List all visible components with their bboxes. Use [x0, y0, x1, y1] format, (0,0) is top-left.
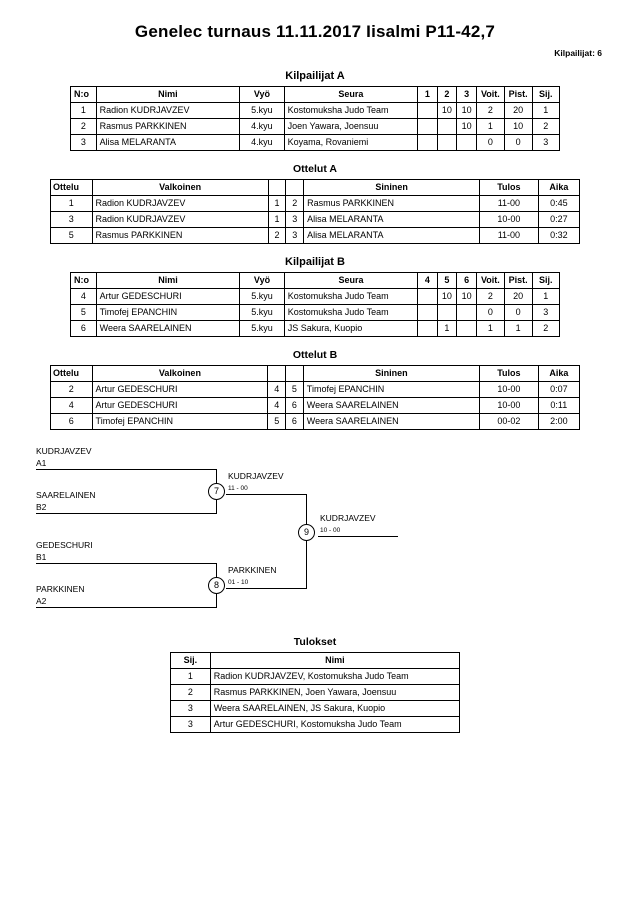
cell-match-no: 4: [51, 398, 93, 414]
cell-name: Alisa MELARANTA: [96, 135, 240, 151]
col-vs-3: 3: [457, 87, 477, 103]
cell-wins: 0: [476, 305, 504, 321]
col-blue: Sininen: [303, 366, 479, 382]
table-header-row: [171, 653, 460, 669]
cell-no: 2: [71, 119, 97, 135]
cell-belt: 5.kyu: [240, 321, 284, 337]
cell-blue-no: 3: [286, 228, 304, 244]
table-row: [171, 717, 460, 733]
table-header-row: [71, 273, 560, 289]
cell-wins: 1: [476, 321, 504, 337]
cell-club: Joen Yawara, Joensuu: [284, 119, 418, 135]
col-blue-no: [286, 180, 304, 196]
table-header-row: [51, 366, 580, 382]
col-blue: Sininen: [304, 180, 480, 196]
cell-white: Timofej EPANCHIN: [92, 414, 268, 430]
col-time: Aika: [538, 366, 579, 382]
cell-points: 20: [504, 289, 532, 305]
col-name: Nimi: [96, 87, 240, 103]
cell-rank: 3: [532, 305, 559, 321]
cell-match-no: 2: [51, 382, 93, 398]
cell-match-no: 1: [51, 196, 93, 212]
cell-club: Kostomuksha Judo Team: [284, 305, 418, 321]
cell-rank: 1: [532, 103, 559, 119]
cell-vs-2: [437, 135, 457, 151]
bracket-node-9: 9: [298, 524, 315, 541]
bracket-line: [306, 494, 307, 589]
bracket-winner-final: KUDRJAVZEV: [320, 513, 376, 523]
col-points: Pist.: [504, 273, 532, 289]
col-belt: Vyö: [240, 273, 284, 289]
bracket-line: [36, 513, 216, 514]
col-result: Tulos: [480, 180, 539, 196]
cell-points: 20: [504, 103, 532, 119]
cell-vs-5: 10: [437, 289, 457, 305]
cell-name: Timofej EPANCHIN: [96, 305, 240, 321]
table-row: [51, 382, 580, 398]
cell-wins: 1: [476, 119, 504, 135]
cell-no: 6: [71, 321, 97, 337]
table-row: [171, 701, 460, 717]
cell-club: JS Sakura, Kuopio: [284, 321, 418, 337]
cell-white: Radion KUDRJAVZEV: [92, 212, 268, 228]
cell-white: Rasmus PARKKINEN: [92, 228, 268, 244]
bracket-entry-seed: B1: [36, 552, 47, 562]
col-no: N:o: [71, 87, 97, 103]
bracket-score-semi2: 01 - 10: [228, 579, 249, 586]
competitor-count: Kilpailijat: 6: [554, 48, 602, 58]
col-club: Seura: [284, 87, 418, 103]
bracket-score-semi1: 11 - 00: [228, 485, 248, 492]
col-points: Pist.: [504, 87, 532, 103]
cell-wins: 0: [476, 135, 504, 151]
cell-time: 0:32: [538, 228, 579, 244]
table-row: [71, 289, 560, 305]
cell-club: Kostomuksha Judo Team: [284, 289, 418, 305]
col-white: Valkoinen: [92, 180, 268, 196]
cell-vs-6: [457, 321, 477, 337]
cell-result: 11-00: [480, 228, 539, 244]
cell-white-no: 5: [268, 414, 286, 430]
cell-result: 10-00: [480, 212, 539, 228]
bracket-entry-seed: A1: [36, 458, 47, 468]
cell-vs-2: 10: [437, 103, 457, 119]
cell-vs-1: [418, 135, 437, 151]
col-white: Valkoinen: [92, 366, 268, 382]
cell-vs-4: [418, 289, 437, 305]
bracket-line: [318, 536, 398, 537]
matches-b-table: [50, 365, 580, 430]
cell-blue: Timofej EPANCHIN: [303, 382, 479, 398]
col-result: Tulos: [480, 366, 539, 382]
col-white-no: [268, 180, 286, 196]
cell-blue-no: 2: [286, 196, 304, 212]
table-header-row: [71, 87, 560, 103]
cell-vs-2: [437, 119, 457, 135]
table-row: [171, 685, 460, 701]
cell-club: Koyama, Rovaniemi: [284, 135, 418, 151]
pool-b-table: [70, 272, 560, 337]
cell-blue-no: 3: [286, 212, 304, 228]
cell-blue: Alisa MELARANTA: [304, 228, 480, 244]
cell-blue: Alisa MELARANTA: [304, 212, 480, 228]
bracket-line: [226, 494, 306, 495]
cell-belt: 5.kyu: [240, 103, 284, 119]
bracket-entry-name: GEDESCHURI: [36, 540, 93, 550]
col-vs-2: 2: [437, 87, 457, 103]
col-belt: Vyö: [240, 87, 284, 103]
table-row: [51, 228, 580, 244]
cell-rank: 3: [171, 701, 211, 717]
cell-rank: 2: [171, 685, 211, 701]
elimination-bracket: [0, 444, 630, 624]
cell-white-no: 4: [268, 398, 286, 414]
cell-belt: 5.kyu: [240, 305, 284, 321]
col-time: Aika: [538, 180, 579, 196]
cell-no: 5: [71, 305, 97, 321]
cell-belt: 4.kyu: [240, 119, 284, 135]
cell-time: 0:11: [538, 398, 579, 414]
section-heading-pool-a: Kilpailijat A: [285, 70, 345, 82]
bracket-node-8: 8: [208, 577, 225, 594]
cell-match-no: 6: [51, 414, 93, 430]
cell-points: 0: [504, 305, 532, 321]
cell-white: Radion KUDRJAVZEV: [92, 196, 268, 212]
col-blue-no: [286, 366, 304, 382]
section-heading-matches-a: Ottelut A: [293, 163, 337, 175]
cell-points: 1: [504, 321, 532, 337]
cell-vs-4: [418, 321, 437, 337]
cell-points: 0: [504, 135, 532, 151]
col-name: Nimi: [96, 273, 240, 289]
results-table: [170, 652, 460, 733]
col-vs-4: 4: [418, 273, 437, 289]
section-heading-matches-b: Ottelut B: [292, 349, 338, 361]
table-row: [51, 398, 580, 414]
table-row: [71, 321, 560, 337]
col-white-no: [268, 366, 286, 382]
table-row: [51, 196, 580, 212]
bracket-entry-seed: B2: [36, 502, 47, 512]
cell-vs-1: [418, 119, 437, 135]
bracket-entry-name: KUDRJAVZEV: [36, 446, 92, 456]
cell-time: 0:45: [538, 196, 579, 212]
bracket-entry-seed: A2: [36, 596, 47, 606]
col-rank: Sij.: [532, 87, 559, 103]
bracket-line: [226, 588, 306, 589]
col-wins: Voit.: [476, 273, 504, 289]
cell-match-no: 5: [51, 228, 93, 244]
cell-vs-3: 10: [457, 119, 477, 135]
cell-white-no: 1: [268, 196, 286, 212]
col-vs-1: 1: [418, 87, 437, 103]
bracket-entry-name: PARKKINEN: [36, 584, 85, 594]
cell-name: Rasmus PARKKINEN: [96, 119, 240, 135]
cell-name: Artur GEDESCHURI: [96, 289, 240, 305]
table-row: [71, 135, 560, 151]
cell-belt: 5.kyu: [240, 289, 284, 305]
cell-rank: 1: [171, 669, 211, 685]
bracket-line: [36, 563, 216, 564]
col-name: Nimi: [210, 653, 459, 669]
cell-rank: 2: [532, 119, 559, 135]
col-vs-5: 5: [437, 273, 457, 289]
cell-white-no: 4: [268, 382, 286, 398]
col-club: Seura: [284, 273, 418, 289]
cell-vs-3: [457, 135, 477, 151]
cell-vs-4: [418, 305, 437, 321]
cell-vs-3: 10: [457, 103, 477, 119]
col-wins: Voit.: [476, 87, 504, 103]
cell-vs-6: [457, 305, 477, 321]
cell-rank: 3: [532, 135, 559, 151]
pool-a-table: [70, 86, 560, 151]
cell-time: 0:07: [538, 382, 579, 398]
bracket-line: [36, 469, 216, 470]
cell-result: 10-00: [480, 382, 539, 398]
page-title: Genelec turnaus 11.11.2017 Iisalmi P11-42,7: [134, 22, 496, 41]
col-vs-6: 6: [457, 273, 477, 289]
cell-name: Radion KUDRJAVZEV: [96, 103, 240, 119]
cell-no: 1: [71, 103, 97, 119]
cell-time: 2:00: [538, 414, 579, 430]
cell-white: Artur GEDESCHURI: [92, 398, 268, 414]
cell-wins: 2: [476, 289, 504, 305]
cell-no: 3: [71, 135, 97, 151]
cell-no: 4: [71, 289, 97, 305]
cell-rank: 3: [171, 717, 211, 733]
cell-white: Artur GEDESCHURI: [92, 382, 268, 398]
col-no: N:o: [71, 273, 97, 289]
cell-name: Artur GEDESCHURI, Kostomuksha Judo Team: [210, 717, 459, 733]
col-rank: Sij.: [171, 653, 211, 669]
cell-result: 00-02: [480, 414, 539, 430]
cell-points: 10: [504, 119, 532, 135]
cell-blue: Weera SAARELAINEN: [303, 414, 479, 430]
bracket-line: [36, 607, 216, 608]
cell-vs-6: 10: [457, 289, 477, 305]
table-row: [71, 119, 560, 135]
cell-match-no: 3: [51, 212, 93, 228]
table-row: [71, 305, 560, 321]
cell-blue: Rasmus PARKKINEN: [304, 196, 480, 212]
cell-result: 10-00: [480, 398, 539, 414]
cell-rank: 2: [532, 321, 559, 337]
cell-vs-1: [418, 103, 437, 119]
cell-name: Radion KUDRJAVZEV, Kostomuksha Judo Team: [210, 669, 459, 685]
cell-name: Rasmus PARKKINEN, Joen Yawara, Joensuu: [210, 685, 459, 701]
cell-white-no: 2: [268, 228, 286, 244]
table-row: [51, 212, 580, 228]
bracket-node-7: 7: [208, 483, 225, 500]
cell-belt: 4.kyu: [240, 135, 284, 151]
cell-white-no: 1: [268, 212, 286, 228]
cell-vs-5: 1: [437, 321, 457, 337]
table-row: [171, 669, 460, 685]
bracket-entry-name: SAARELAINEN: [36, 490, 96, 500]
cell-club: Kostomuksha Judo Team: [284, 103, 418, 119]
cell-blue-no: 6: [286, 414, 304, 430]
bracket-winner-semi1: KUDRJAVZEV: [228, 471, 284, 481]
cell-name: Weera SAARELAINEN, JS Sakura, Kuopio: [210, 701, 459, 717]
col-rank: Sij.: [532, 273, 559, 289]
col-match-no: Ottelu: [51, 180, 93, 196]
table-row: [71, 103, 560, 119]
cell-blue-no: 5: [286, 382, 304, 398]
matches-a-table: [50, 179, 580, 244]
cell-blue: Weera SAARELAINEN: [303, 398, 479, 414]
cell-vs-5: [437, 305, 457, 321]
cell-result: 11-00: [480, 196, 539, 212]
col-match-no: Ottelu: [51, 366, 93, 382]
section-heading-results: Tulokset: [293, 636, 337, 648]
bracket-score-final: 10 - 00: [320, 527, 341, 534]
cell-rank: 1: [532, 289, 559, 305]
cell-time: 0:27: [538, 212, 579, 228]
cell-blue-no: 6: [286, 398, 304, 414]
section-heading-pool-b: Kilpailijat B: [285, 256, 345, 268]
table-row: [51, 414, 580, 430]
cell-wins: 2: [476, 103, 504, 119]
cell-name: Weera SAARELAINEN: [96, 321, 240, 337]
bracket-winner-semi2: PARKKINEN: [228, 565, 277, 575]
table-header-row: [51, 180, 580, 196]
